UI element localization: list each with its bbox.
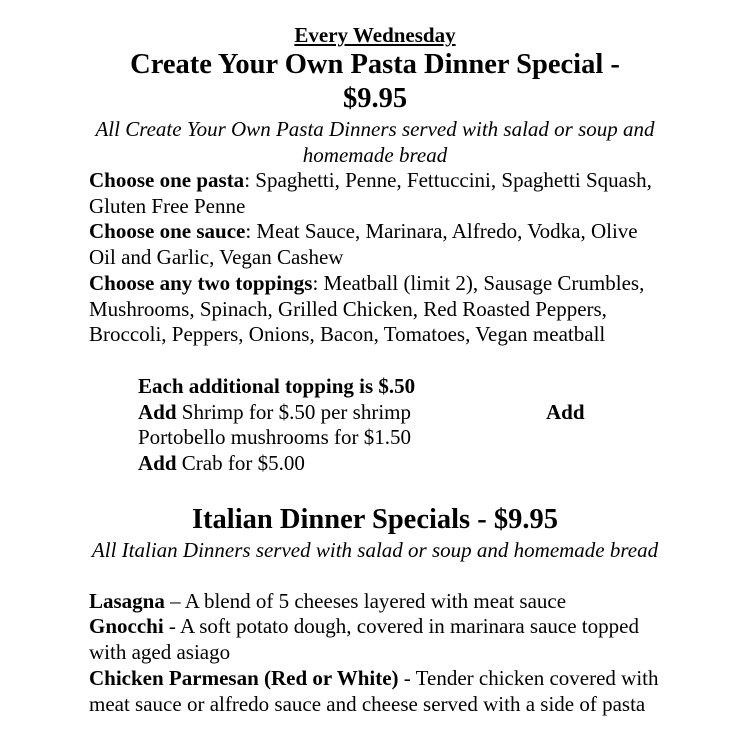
italian-item-lasagna	[89, 589, 664, 615]
toppings-choice-label: Choose any two toppings	[89, 271, 313, 295]
pasta-special-subtitle: All Create Your Own Pasta Dinners served with salad or soup and homemade bread	[95, 117, 655, 167]
pasta-choice	[89, 168, 664, 219]
italian-item-chicken-parmesan	[89, 666, 664, 717]
crab-addon-text: Crab for $5.00	[176, 451, 305, 475]
italian-item-name: Lasagna	[89, 589, 165, 613]
crab-addon	[138, 451, 305, 477]
italian-item-gnocchi	[89, 614, 664, 665]
sauce-choice-options: : Meat Sauce, Marinara, Alfredo, Vodka, Olive Oil and Garlic, Vegan Cashew	[89, 219, 638, 269]
italian-item-desc: – A blend of 5 cheeses layered with meat sauce	[164, 589, 567, 613]
shrimp-add-word: Add	[138, 400, 177, 424]
crab-add-word: Add	[138, 451, 177, 475]
sauce-choice	[89, 219, 664, 270]
portobello-addon-text: Portobello mushrooms for $1.50	[138, 425, 411, 449]
italian-item-desc: - A soft potato dough, covered in marinara sauce topped with aged asiago	[89, 614, 639, 664]
italian-item-name: Gnocchi	[89, 614, 164, 638]
italian-specials-title: Italian Dinner Specials - $9.95	[191, 504, 559, 535]
pasta-choice-label: Choose one pasta	[89, 168, 245, 192]
italian-specials-subtitle: All Italian Dinners served with salad or soup and homemade bread	[91, 538, 659, 562]
pasta-special-title: Create Your Own Pasta Dinner Special - $9.95	[130, 49, 620, 114]
toppings-choice-options: : Meatball (limit 2), Sausage Crumbles, Mushrooms, Spinach, Grilled Chicken, Red Roasted Peppers, Broccoli, Peppers, Onions, Bacon, Tomatoes, Vegan meatball	[89, 271, 645, 347]
additional-topping-note: Each additional topping is $.50	[138, 374, 416, 398]
toppings-choice	[89, 271, 664, 348]
sauce-choice-label: Choose one sauce	[89, 219, 246, 243]
shrimp-addon	[138, 400, 411, 426]
italian-item-name: Chicken Parmesan (Red or White)	[89, 666, 399, 690]
day-label: Every Wednesday	[294, 23, 456, 47]
portobello-add-word: Add	[546, 400, 585, 424]
shrimp-addon-text: Shrimp for $.50 per shrimp	[176, 400, 412, 424]
italian-item-desc: - Tender chicken covered with meat sauce or alfredo sauce and cheese served with a side of pasta	[89, 666, 659, 716]
pasta-choice-options: : Spaghetti, Penne, Fettuccini, Spaghetti Squash, Gluten Free Penne	[89, 168, 652, 218]
